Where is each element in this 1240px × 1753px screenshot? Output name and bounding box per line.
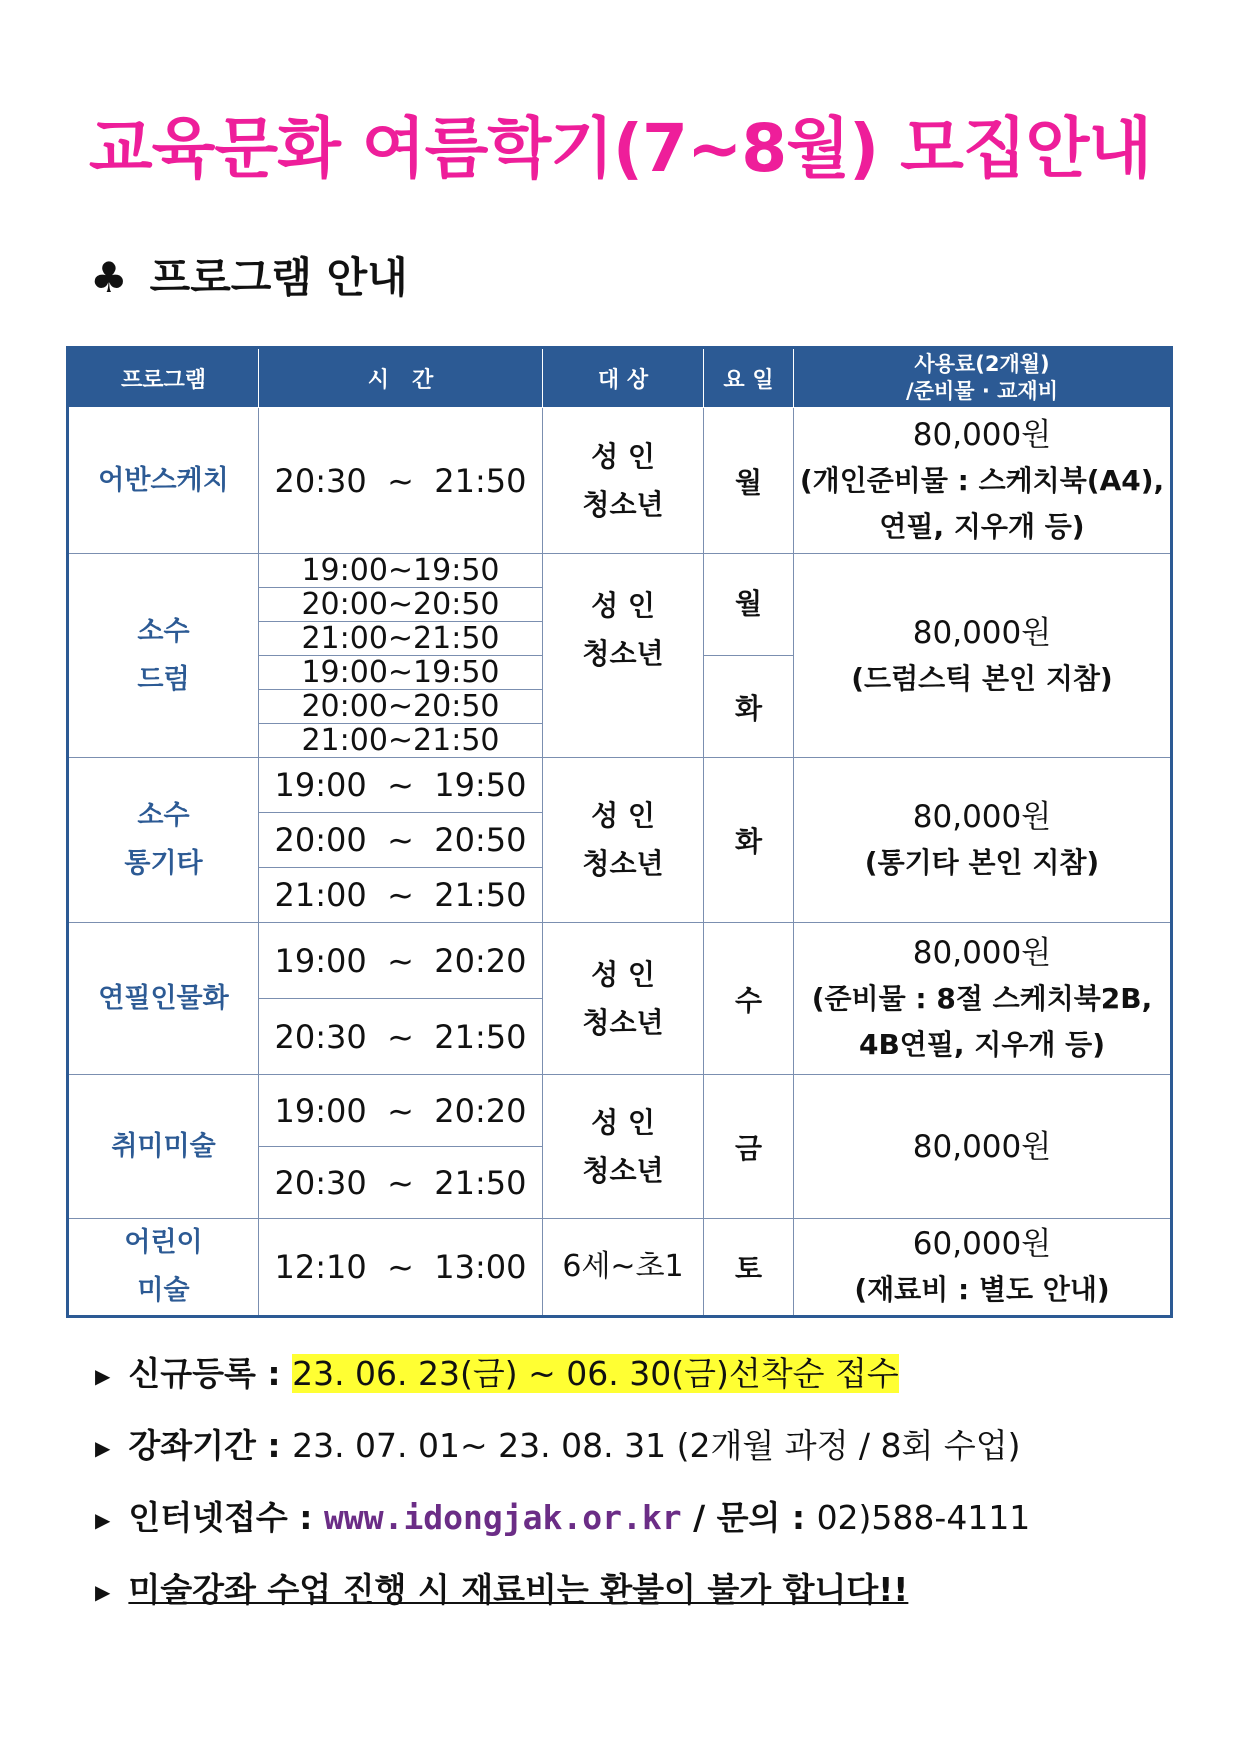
fee-cell: 80,000원 (통기타 본인 지참) [794,758,1172,923]
target-cell: 6세~초1 [543,1219,704,1317]
table-row [68,408,1172,554]
fee-cell: 80,000원 (드럼스틱 본인 지참) [794,554,1172,758]
time-slot: 19:00~19:50 [259,554,543,588]
program-name: 어린이 미술 [68,1219,259,1317]
section-heading [90,245,408,305]
triangle-bullet-icon: ▶ [95,1363,111,1388]
day-cell: 화 [704,656,794,758]
table-row [68,554,1172,588]
triangle-bullet-icon: ▶ [95,1579,111,1604]
period-dates: 23. 07. 01~ 23. 08. 31 (2개월 과정 / 8회 수업) [292,1426,1021,1465]
fee-cell: 80,000원 [794,1075,1172,1219]
header-program: 프로그램 [68,348,259,408]
table-row [68,758,1172,813]
registration-note: ▶ 신규등록 : 23. 06. 23(금) ~ 06. 30(금)선착순 접수 [95,1354,899,1393]
website-link[interactable]: www.idongjak.or.kr [323,1498,682,1537]
target-cell: 성 인 청소년 [543,408,704,554]
internet-note: ▶ 인터넷접수 : www.idongjak.or.kr / 문의 : 02)588-4111 [95,1498,1031,1537]
day-cell: 토 [704,1219,794,1317]
program-name: 어반스케치 [68,408,259,554]
table-row [68,923,1172,999]
table-row [68,1219,1172,1317]
fee-cell: 60,000원 (재료비 : 별도 안내) [794,1219,1172,1317]
program-name: 소수 통기타 [68,758,259,923]
refund-note [95,1564,1030,1636]
fee-cell: 80,000원 (준비물 : 8절 스케치북2B, 4B연필, 지우개 등) [794,923,1172,1075]
program-name: 소수 드럼 [68,554,259,758]
time-slot: 21:00~21:50 [259,622,543,656]
day-cell: 월 [704,554,794,656]
header-time: 시 간 [259,348,543,408]
time-slot: 21:00~21:50 [259,724,543,758]
day-cell: 화 [704,758,794,923]
time-slot: 12:10 ~ 13:00 [259,1219,543,1317]
program-table [66,346,1173,1318]
time-slot: 20:30 ~ 21:50 [259,408,543,554]
target-cell: 성 인 청소년 [543,758,704,923]
table-row [68,1075,1172,1147]
time-slot: 19:00~19:50 [259,656,543,690]
day-cell: 수 [704,923,794,1075]
time-slot: 20:30 ~ 21:50 [259,999,543,1075]
time-slot: 20:00 ~ 20:50 [259,813,543,868]
fee-cell: 80,000원 (개인준비물 : 스케치북(A4), 연필, 지우개 등) [794,408,1172,554]
target-cell: 성 인 청소년 [543,1075,704,1219]
notice-list [95,1348,1030,1636]
time-slot: 19:00 ~ 20:20 [259,1075,543,1147]
day-cell: 월 [704,408,794,554]
target-cell: 성 인 청소년 [543,554,704,758]
club-icon: ♣ [90,253,128,302]
time-slot: 19:00 ~ 19:50 [259,758,543,813]
header-fee: 사용료(2개월) /준비물 · 교재비 [794,348,1172,408]
triangle-bullet-icon: ▶ [95,1507,111,1532]
registration-dates: 23. 06. 23(금) ~ 06. 30(금)선착순 접수 [292,1354,899,1393]
time-slot: 20:30 ~ 21:50 [259,1147,543,1219]
period-note: ▶ 강좌기간 : 23. 07. 01~ 23. 08. 31 (2개월 과정 / 8회 수업) [95,1426,1021,1465]
table-header-row [68,348,1172,408]
inquiry-phone: 02)588-4111 [816,1498,1031,1537]
time-slot: 19:00 ~ 20:20 [259,923,543,999]
day-cell: 금 [704,1075,794,1219]
time-slot: 20:00~20:50 [259,690,543,724]
header-day: 요 일 [704,348,794,408]
triangle-bullet-icon: ▶ [95,1435,111,1460]
time-slot: 20:00~20:50 [259,588,543,622]
program-name: 연필인물화 [68,923,259,1075]
section-title: 프로그램 안내 [149,253,408,302]
program-name: 취미미술 [68,1075,259,1219]
target-cell: 성 인 청소년 [543,923,704,1075]
page-title: 교육문화 여름학기(7~8월) 모집안내 [88,110,1152,187]
time-slot: 21:00 ~ 21:50 [259,868,543,923]
header-target: 대 상 [543,348,704,408]
refund-notice: 미술강좌 수업 진행 시 재료비는 환불이 불가 합니다!! [128,1570,909,1609]
